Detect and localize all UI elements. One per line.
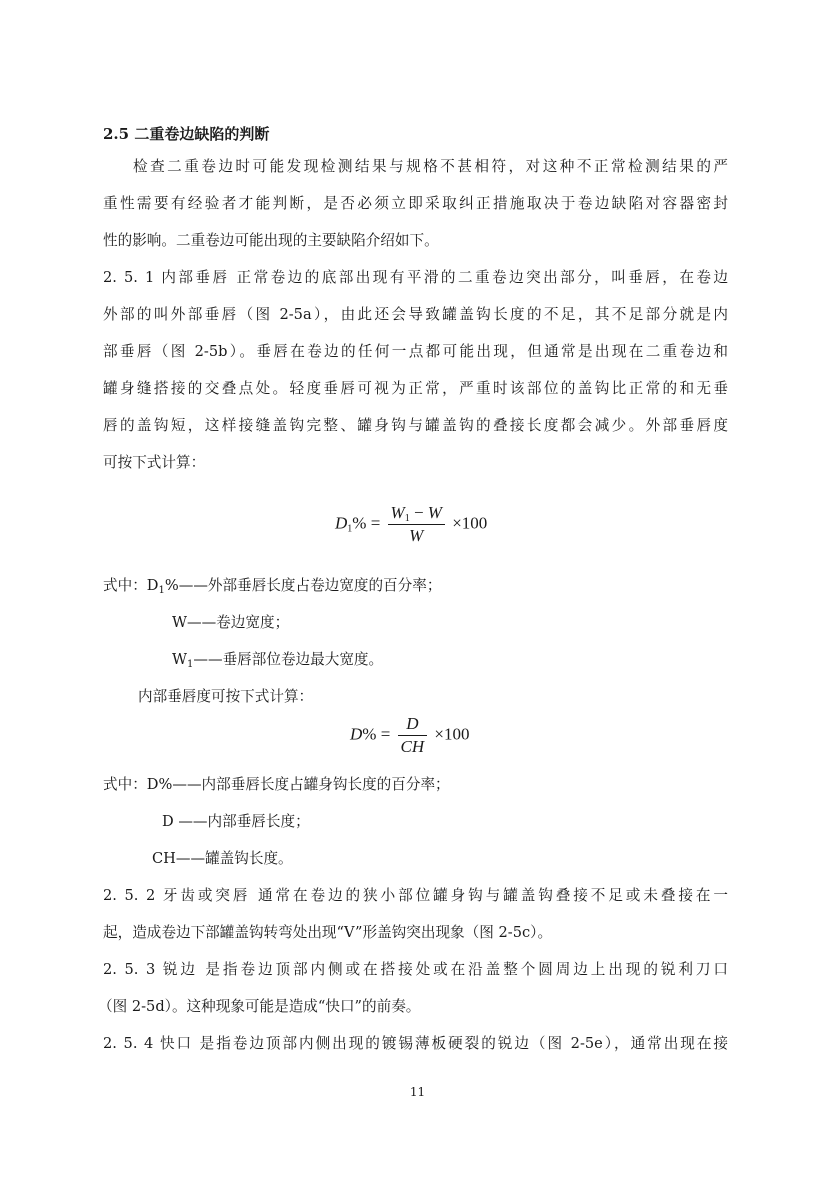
formula2-numerator — [398, 714, 428, 736]
formula2-tail: ×100 — [434, 724, 470, 744]
def1-line1-sub: 1 — [158, 585, 165, 596]
formula2-num: D — [406, 714, 419, 733]
def2-line-2: D ——内部垂唇长度； — [162, 813, 310, 830]
formula1-lhs-tail: % = — [352, 513, 381, 533]
formula1-lhs-sub: 1 — [347, 523, 353, 535]
def1-line-1 — [103, 576, 728, 596]
s251-line-2: 外部的叫外部垂唇（图 2-5a），由此还会导致罐盖钩长度的不足，其不足部分就是内 — [103, 306, 728, 323]
intro-line-2: 重性需要有经验者才能判断，是否必须立即采取纠正措施取决于卷边缺陷对容器密封 — [103, 195, 728, 212]
def1-line-3 — [172, 650, 672, 670]
formula1-denominator — [388, 525, 445, 546]
formula1-num-b: W — [427, 503, 442, 522]
def1-line1-pre: 式中：D — [103, 577, 159, 594]
s251-line-5: 唇的盖钩短，这样接缝盖钩完整、罐身钩与罐盖钩的叠接长度都会减少。外部垂唇度 — [103, 417, 728, 434]
s253-line-1: 2. 5. 3 锐边 是指卷边顶部内侧或在搭接处或在沿盖整个圆周边上出现的锐利刀口 — [103, 961, 728, 978]
s253-line-2: （图 2-5d）。这种现象可能是造成“快口”的前奏。 — [98, 998, 421, 1015]
formula1-num-a: W — [390, 503, 405, 522]
intro-line-1: 检查二重卷边时可能发现检测结果与规格不甚相符，对这种不正常检测结果的严 — [133, 158, 728, 175]
formula2-lhs: D — [350, 724, 363, 744]
def1-line3-pre: W — [172, 651, 187, 668]
formula2-lhs-tail: % = — [362, 724, 391, 744]
formula1-tail: ×100 — [452, 513, 488, 533]
s251-line-6: 可按下式计算： — [103, 454, 206, 471]
formula2-denominator — [398, 736, 428, 757]
def1-line-2: W——卷边宽度； — [172, 614, 290, 631]
formula2-fraction — [398, 714, 428, 757]
formula1-num-op: − — [409, 503, 428, 522]
def1-line3-sub: 1 — [187, 659, 194, 670]
formula1-num-a-sub: 1 — [404, 513, 410, 524]
inner-calc-line: 内部垂唇度可按下式计算： — [138, 688, 314, 705]
formula-outer-lip — [335, 503, 487, 546]
page-number: 11 — [409, 1085, 426, 1099]
formula1-fraction — [388, 503, 445, 546]
s251-line-3: 部垂唇（图 2-5b）。垂唇在卷边的任何一点都可能出现，但通常是出现在二重卷边和 — [103, 343, 728, 360]
s252-line-2: 起，造成卷边下部罐盖钩转弯处出现“V”形盖钩突出现象（图 2-5c）。 — [103, 924, 553, 941]
formula2-den: CH — [400, 737, 425, 756]
s251-line-1: 2. 5. 1 内部垂唇 正常卷边的底部出现有平滑的二重卷边突出部分，叫垂唇，在卷边 — [103, 269, 728, 286]
s251-line-4: 罐身缝搭接的交叠点处。轻度垂唇可视为正常，严重时该部位的盖钩比正常的和无垂 — [103, 380, 728, 397]
intro-line-3: 性的影响。二重卷边可能出现的主要缺陷介绍如下。 — [103, 232, 439, 249]
s252-line-1: 2. 5. 2 牙齿或突唇 通常在卷边的狭小部位罐身钩与罐盖钩叠接不足或未叠接在一 — [103, 887, 728, 904]
def1-line1-post: %——外部垂唇长度占卷边宽度的百分率； — [164, 577, 442, 594]
section-heading: 2.5 二重卷边缺陷的判断 — [103, 125, 270, 143]
formula-inner-lip — [350, 714, 470, 757]
formula1-lhs: D — [335, 513, 348, 533]
formula1-numerator — [388, 503, 445, 525]
s254-line-1: 2. 5. 4 快口 是指卷边顶部内侧出现的镀锡薄板硬裂的锐边（图 2-5e），通常出现在接 — [103, 1035, 728, 1052]
def1-line3-post: ——垂唇部位卷边最大宽度。 — [193, 651, 384, 668]
formula1-den: W — [409, 526, 424, 545]
def2-line-1: 式中：D%——内部垂唇长度占罐身钩长度的百分率； — [103, 776, 450, 793]
def2-line-3: CH——罐盖钩长度。 — [152, 850, 293, 867]
